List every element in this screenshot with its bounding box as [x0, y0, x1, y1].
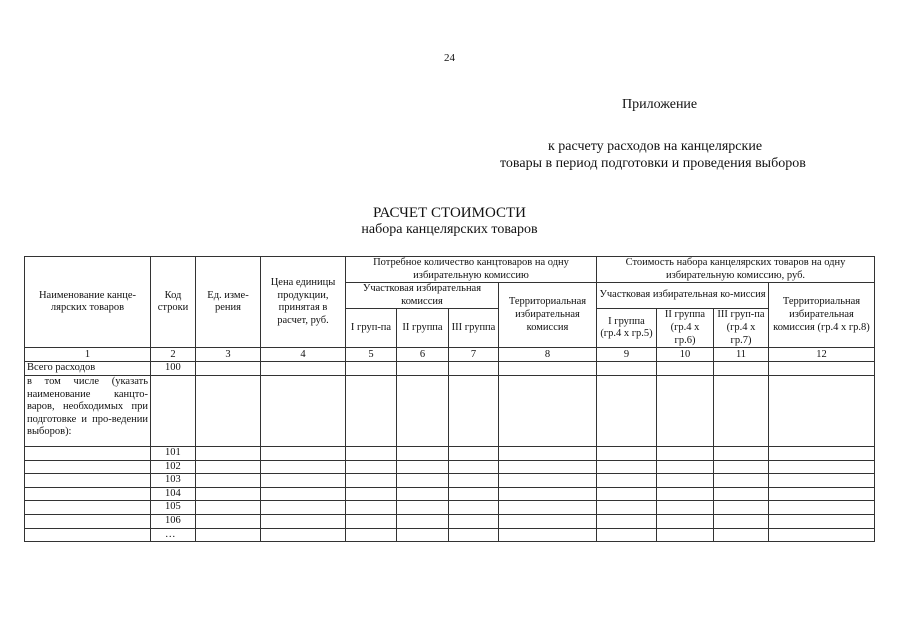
header-price: Цена единицы продукции, принятая в расчет, руб.: [261, 257, 346, 348]
header-cost-group: Стоимость набора канцелярских товаров на одну избирательную комиссию, руб.: [597, 257, 875, 283]
header-qty-precinct: Участковая избирательная комиссия: [346, 283, 499, 309]
header-qty-group2: II группа: [397, 309, 449, 348]
header-qty-group: Потребное количество канцтоваров на одну избирательную комиссию: [346, 257, 597, 283]
header-cost-territorial: Территориальная избирательная комиссия (гр.4 х гр.8): [769, 283, 875, 348]
header-cost-group2: II группа (гр.4 х гр.6): [657, 309, 714, 348]
table-row: [25, 487, 875, 501]
appendix-subtitle-line1: к расчету расходов на канцелярские: [548, 139, 763, 154]
row-code: …: [151, 528, 196, 542]
appendix-title: Приложение: [622, 97, 698, 112]
header-cost-group3: III груп-па (гр.4 х гр.7): [714, 309, 769, 348]
table-row: [25, 514, 875, 528]
table-row: [25, 460, 875, 474]
column-number: 4: [261, 348, 346, 362]
column-number: 11: [714, 348, 769, 362]
row-code: 105: [151, 501, 196, 515]
column-number: 10: [657, 348, 714, 362]
header-unit: Ед. изме-рения: [196, 257, 261, 348]
header-qty-group3: III группа: [449, 309, 499, 348]
row-code: 106: [151, 514, 196, 528]
row-code: 101: [151, 446, 196, 460]
header-qty-group1: I груп-па: [346, 309, 397, 348]
table-row: [25, 501, 875, 515]
row-code: 104: [151, 487, 196, 501]
column-number: 3: [196, 348, 261, 362]
document-title: РАСЧЕТ СТОИМОСТИ: [373, 205, 526, 221]
total-row-name: Всего расходов: [25, 362, 151, 376]
row-code: 102: [151, 460, 196, 474]
column-numbers-row: [25, 348, 875, 362]
document-subtitle: набора канцелярских товаров: [361, 222, 538, 237]
table-row: [25, 446, 875, 460]
header-name: Наименование канце-лярских товаров: [25, 257, 151, 348]
column-number: 9: [597, 348, 657, 362]
header-code: Код строки: [151, 257, 196, 348]
header-qty-territorial: Территориальная избирательная комиссия: [499, 283, 597, 348]
table-row: [25, 474, 875, 488]
including-row: [25, 375, 875, 446]
column-number: 7: [449, 348, 499, 362]
page-number: 24: [444, 52, 455, 64]
column-number: 6: [397, 348, 449, 362]
column-number: 2: [151, 348, 196, 362]
column-number: 5: [346, 348, 397, 362]
calculation-table: [24, 256, 875, 542]
total-row-code: 100: [151, 362, 196, 376]
header-cost-group1: I группа (гр.4 х гр.5): [597, 309, 657, 348]
column-number: 12: [769, 348, 875, 362]
appendix-subtitle-line2: товары в период подготовки и проведения выборов: [500, 156, 806, 171]
including-row-name: в том числе (указать наименование канцто-варов, необходимых при подготовке и про-ведении выборов):: [25, 375, 151, 446]
row-code: 103: [151, 474, 196, 488]
header-cost-precinct: Участковая избирательная ко-миссия: [597, 283, 769, 309]
total-row: [25, 362, 875, 376]
column-number: 8: [499, 348, 597, 362]
table-row: [25, 528, 875, 542]
column-number: 1: [25, 348, 151, 362]
